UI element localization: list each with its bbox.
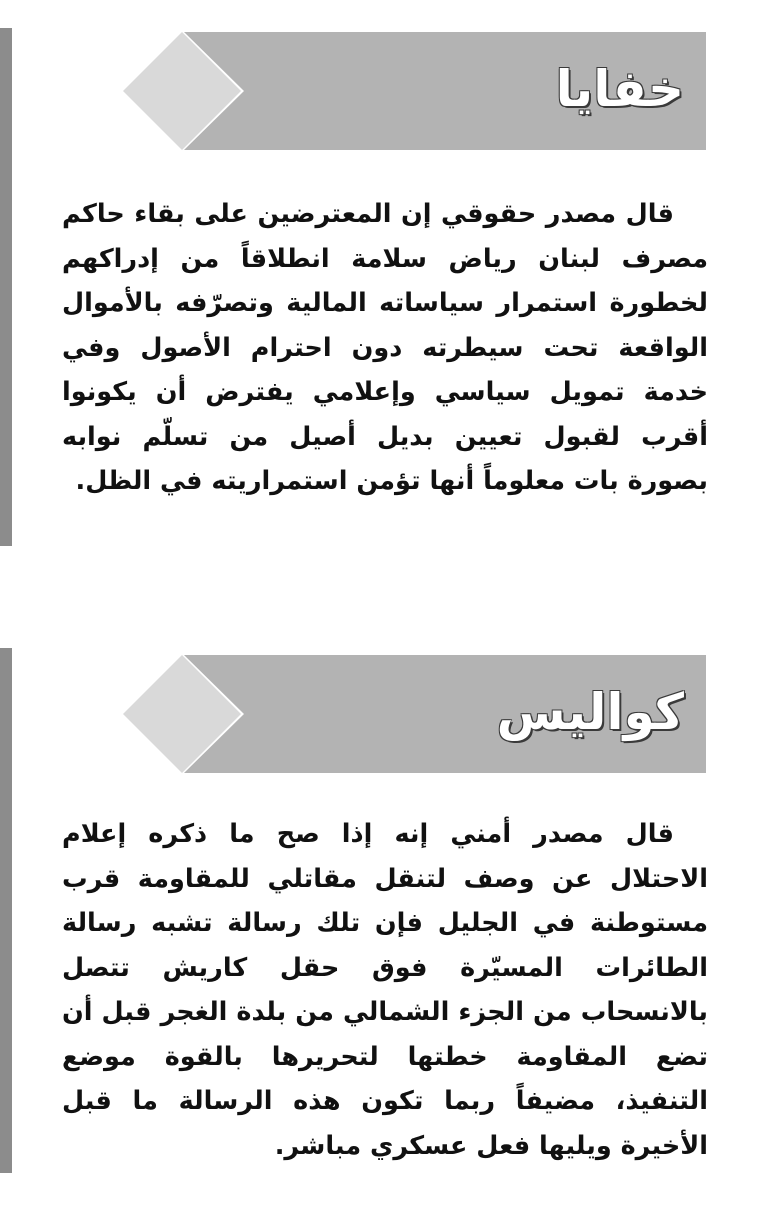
left-margin-rule [0, 648, 12, 1173]
section-heading: كواليس [496, 683, 684, 741]
section-banner [122, 655, 706, 773]
article-body: قال مصدر أمني إنه إذا صح ما ذكره إعلام الاحتلال عن وصف لتنقل مقاتلي للمقاومة قرب مستوطنة في الجليل فإن تلك رسالة تشبه رسالة الطائرات المسيّرة فوق حقل كاريش تتصل بالانسحاب من الجزء الشمالي من بلدة الغجر قبل أن تضع المقاومة خطتها لتحريرها بالقوة موضع التنفيذ، مضيفاً ربما تكون هذه الرسالة ما قبل الأخيرة ويليها فعل عسكري مباشر. [62, 819, 708, 1161]
left-margin-rule [0, 28, 12, 546]
section-heading: خفايا [555, 60, 684, 118]
section-banner [122, 32, 706, 150]
article-body: قال مصدر حقوقي إن المعترضين على بقاء حاكم مصرف لبنان رياض سلامة انطلاقاً من إدراكهم لخطورة استمرار سياساته المالية وتصرّفه بالأموال الواقعة تحت سيطرته دون احترام الأصول وفي خدمة تمويل سياسي وإعلامي يفترض أن يكونوا أقرب لقبول تعيين بديل أصيل من تسلّم نوابه بصورة بات معلوماً أنها تؤمن استمراريته في الظل. [62, 199, 708, 496]
